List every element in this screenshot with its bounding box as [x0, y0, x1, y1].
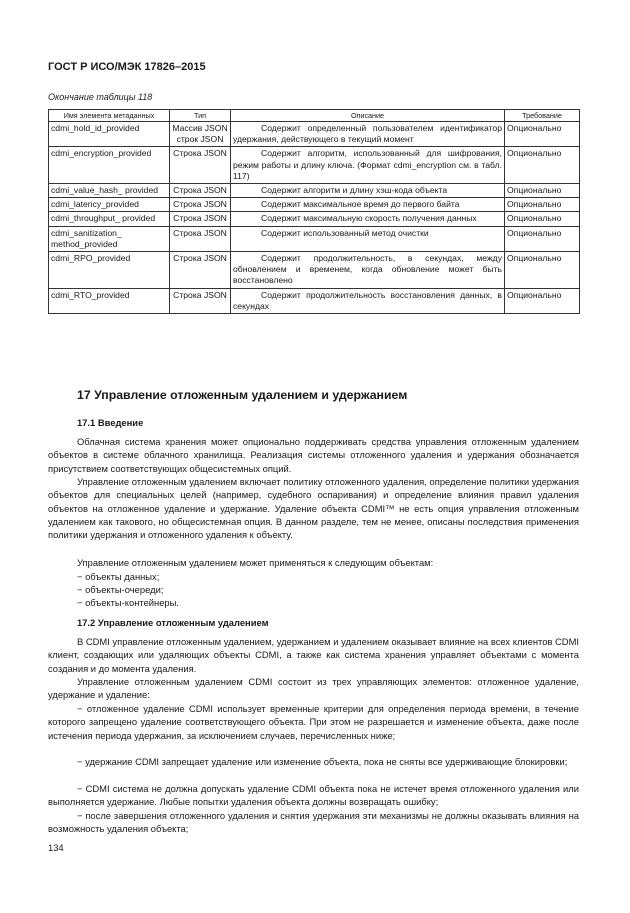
cell-name: cdmi_sanitization_ method_provided [49, 226, 170, 251]
cell-requirement: Опционально [505, 252, 580, 289]
cell-requirement: Опционально [505, 147, 580, 184]
section-heading: 17 Управление отложенным удалением и удержанием [77, 388, 408, 402]
cell-description: Содержит максимальное время до первого байта [231, 198, 505, 212]
cell-name: cdmi_RTO_provided [49, 288, 170, 313]
cell-name: cdmi_value_hash_ provided [49, 184, 170, 198]
cell-type: Строка JSON [170, 198, 231, 212]
cell-requirement: Опционально [505, 288, 580, 313]
cell-requirement: Опционально [505, 226, 580, 251]
paragraph: Управление отложенным удалением может применяться к следующим объектам: [77, 557, 434, 568]
table-row [49, 288, 580, 313]
table-row [49, 226, 580, 251]
subsection-heading-management: 17.2 Управление отложенным удалением [77, 617, 269, 628]
list-item: − отложенное удаление CDMI использует временные критерии для определения периода времени, в течение которого запрещено удаление соответствующего объекта. При этом не разрешается и изменение объекта, даже после истечения периода удержания, за исключением случаев, перечисленных ниже; [48, 703, 579, 741]
paragraph: Управление отложенным удалением CDMI состоит из трех управляющих элементов: отложенное удаление, удержание и удаление: [48, 676, 579, 701]
table-header-row [49, 110, 580, 122]
table-caption: Окончание таблицы 118 [48, 92, 153, 102]
table-row [49, 147, 580, 184]
cell-name: cdmi_latency_provided [49, 198, 170, 212]
cell-type: Строка JSON [170, 212, 231, 226]
paragraph: Облачная система хранения может опционально поддерживать средства управления отложенным удалением объектов в системе облачного хранилища. Реализация системы отложенного удаления и удержания обозначается присутствием соответствующих общесистемных опций. [48, 436, 579, 474]
cell-description: Содержит продолжительность восстановления данных, в секундах [231, 288, 505, 313]
cell-type: Строка JSON [170, 226, 231, 251]
cell-description: Содержит продолжительность, в секундах, между обновлением и временем, когда обновление может быть восстановлено [231, 252, 505, 289]
subsection-heading-intro: 17.1 Введение [77, 417, 144, 428]
cell-description: Содержит алгоритм, использованный для шифрования, режим работы и длину ключа. (Формат cdmi_encryption см. в табл. 117) [231, 147, 505, 184]
cell-name: cdmi_throughput_ provided [49, 212, 170, 226]
column-header: Описание [231, 110, 505, 122]
cell-type: Строка JSON [170, 288, 231, 313]
page-number: 134 [48, 842, 64, 853]
list-item: − после завершения отложенного удаления и снятия удержания эти механизмы не должны оказывать влияния на возможность удаления объекта; [48, 810, 579, 835]
cell-type: Строка JSON [170, 252, 231, 289]
table-row [49, 184, 580, 198]
list-item: − CDMI система не должна допускать удаление CDMI объекта пока не истечет время отложенного удаления или выполняется удержание. Любые попытки удаления объекта должны возвращать ошибку; [48, 783, 579, 808]
cell-name: cdmi_hold_id_provided [49, 122, 170, 147]
cell-description: Содержит использованный метод очистки [231, 226, 505, 251]
cell-requirement: Опционально [505, 184, 580, 198]
cell-requirement: Опционально [505, 198, 580, 212]
table-row [49, 212, 580, 226]
column-header: Тип [170, 110, 231, 122]
list-item: − объекты-очереди; [77, 584, 164, 595]
paragraph: Управление отложенным удалением включает политику отложенного удаления, определение политики удержания объектов для специальных целей (например, судебного оспаривания) и определение влияния правил удаления объектов на отложенное удаление и удержание. Удаление объекта CDMI™ не есть опция управления отложенным удалением как такового, но общесистемная опция. В данном разделе, тем не менее, описаны последствия применения политики удержания и отложенного удаления к объекту. [48, 476, 579, 541]
cell-description: Содержит максимальную скорость получения данных [231, 212, 505, 226]
cell-description: Содержит алгоритм и длину хэш-кода объекта [231, 184, 505, 198]
cell-name: cdmi_encryption_provided [49, 147, 170, 184]
paragraph: В CDMI управление отложенным удалением, удержанием и удалением оказывает влияние на всех клиентов CDMI клиент, создающих или удаляющих объекты CDMI, а также как система хранения управляет объектами с момента создания и до момента удаления. [48, 636, 579, 674]
column-header: Имя элемента метаданных [49, 110, 170, 122]
cell-type: Строка JSON [170, 184, 231, 198]
table-row [49, 122, 580, 147]
cell-name: cdmi_RPO_provided [49, 252, 170, 289]
metadata-table [48, 109, 580, 314]
cell-type: Массив JSON строк JSON [170, 122, 231, 147]
cell-requirement: Опционально [505, 212, 580, 226]
list-item: − объекты-контейнеры. [77, 597, 179, 608]
list-item: − объекты данных; [77, 571, 160, 582]
cell-description: Содержит определенный пользователем идентификатор удержания, действующего в текущий момент [231, 122, 505, 147]
table-row [49, 252, 580, 289]
standard-header: ГОСТ Р ИСО/МЭК 17826–2015 [48, 61, 206, 73]
cell-type: Строка JSON [170, 147, 231, 184]
list-item: − удержание CDMI запрещает удаление или изменение объекта, пока не сняты все удерживающие блокировки; [77, 756, 568, 767]
cell-requirement: Опционально [505, 122, 580, 147]
table-row [49, 198, 580, 212]
column-header: Требование [505, 110, 580, 122]
